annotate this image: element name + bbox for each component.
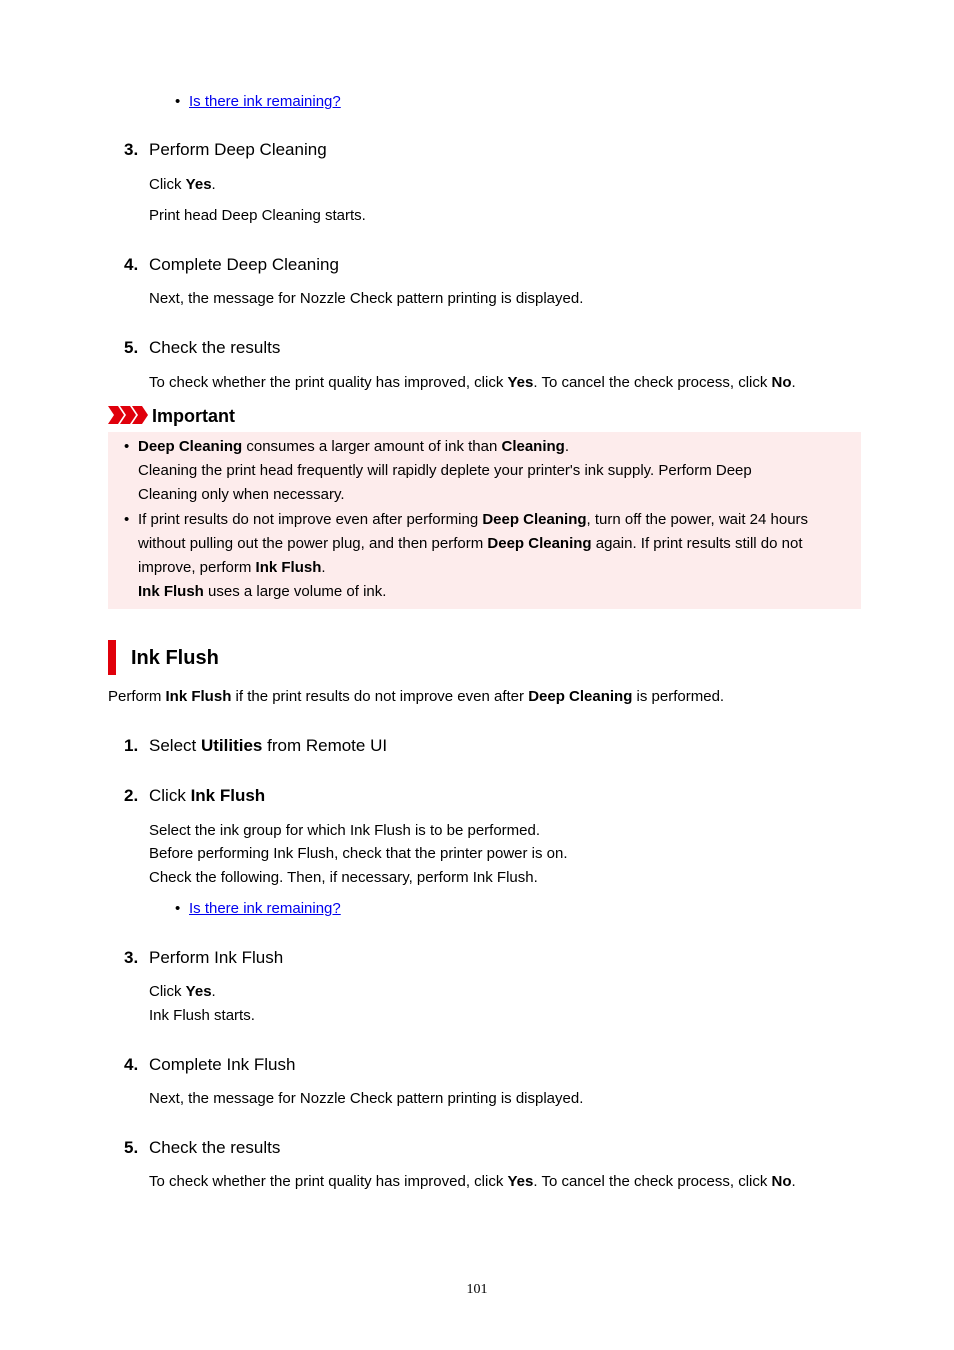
step-number: 3.	[124, 140, 139, 159]
step-number: 4.	[124, 255, 139, 274]
important-text: Deep Cleaning consumes a larger amount of ink than Cleaning.	[138, 438, 570, 455]
step-number: 3.	[124, 948, 139, 967]
step-number: 5.	[124, 338, 139, 357]
bullet: •	[175, 900, 181, 917]
step-title: Click Ink Flush	[149, 786, 266, 805]
important-heading: Important	[152, 406, 235, 426]
step-text: Next, the message for Nozzle Check pattern printing is displayed.	[149, 1090, 584, 1107]
step-text: Select the ink group for which Ink Flush is to be performed.	[149, 822, 541, 839]
step-number: 2.	[124, 786, 139, 805]
step-text: Ink Flush starts.	[149, 1007, 255, 1024]
step-title: Check the results	[149, 1138, 281, 1157]
bullet: •	[124, 511, 130, 528]
step-title: Check the results	[149, 338, 281, 357]
step-text: Click Yes.	[149, 983, 216, 1000]
step-number: 5.	[124, 1138, 139, 1157]
bullet: •	[124, 438, 130, 455]
important-text: Cleaning only when necessary.	[138, 486, 345, 503]
ink-remaining-link[interactable]: Is there ink remaining?	[189, 900, 341, 917]
ink-remaining-link[interactable]: Is there ink remaining?	[189, 93, 341, 110]
step-title: Perform Deep Cleaning	[149, 140, 327, 159]
important-text: If print results do not improve even after performing Deep Cleaning, turn off the power, wait 24 hours	[138, 511, 809, 528]
step-title: Complete Deep Cleaning	[149, 255, 339, 274]
step-number: 1.	[124, 736, 139, 755]
section-title: Ink Flush	[131, 647, 219, 669]
bullet: •	[175, 93, 181, 110]
important-arrows-icon	[108, 406, 148, 428]
step-text: Before performing Ink Flush, check that the printer power is on.	[149, 845, 568, 862]
step-text: To check whether the print quality has improved, click Yes. To cancel the check process, click No.	[149, 1173, 796, 1190]
section-intro: Perform Ink Flush if the print results do not improve even after Deep Cleaning is performed.	[108, 688, 725, 705]
step-title: Complete Ink Flush	[149, 1055, 296, 1074]
step-title: Perform Ink Flush	[149, 948, 284, 967]
step-text: Check the following. Then, if necessary, perform Ink Flush.	[149, 869, 538, 886]
step-text: Click Yes.	[149, 176, 216, 193]
step-text: To check whether the print quality has improved, click Yes. To cancel the check process, click No.	[149, 374, 796, 391]
step-text: Next, the message for Nozzle Check pattern printing is displayed.	[149, 290, 584, 307]
section-marker	[108, 640, 116, 675]
important-text: improve, perform Ink Flush.	[138, 559, 326, 576]
step-number: 4.	[124, 1055, 139, 1074]
step-text: Print head Deep Cleaning starts.	[149, 207, 366, 224]
important-text: Ink Flush uses a large volume of ink.	[138, 583, 387, 600]
step-title: Select Utilities from Remote UI	[149, 736, 388, 755]
important-text: Cleaning the print head frequently will rapidly deplete your printer's ink supply. Perform Deep	[138, 462, 752, 479]
important-text: without pulling out the power plug, and then perform Deep Cleaning again. If print results still do not	[138, 535, 803, 552]
page-number: 101	[466, 1282, 488, 1297]
